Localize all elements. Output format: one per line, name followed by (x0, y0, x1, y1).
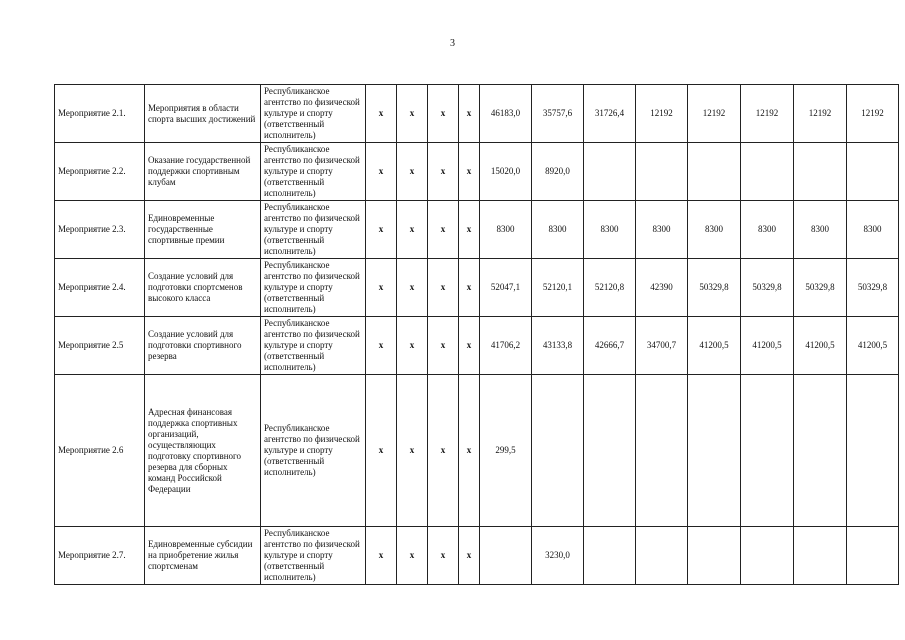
table-row (55, 317, 899, 375)
mark-cell: x (459, 201, 480, 259)
mark-cell: x (366, 527, 397, 585)
funding-value-cell (847, 143, 899, 201)
measure-code-cell: Мероприятие 2.1. (55, 85, 145, 143)
mark-cell: x (397, 201, 428, 259)
funding-value-cell (584, 375, 636, 527)
responsible-executor-cell: Республиканское агентство по физической культуре и спорту (ответственный исполнитель) (261, 375, 366, 527)
mark-cell: x (366, 375, 397, 527)
funding-value-cell: 12192 (688, 85, 741, 143)
funding-value-cell: 8920,0 (532, 143, 584, 201)
funding-value-cell: 299,5 (480, 375, 532, 527)
funding-value-cell: 50329,8 (794, 259, 847, 317)
measure-name-cell: Адресная финансовая поддержка спортивных организаций, осуществляющих подготовку спортивного резерва для сборных команд Российской Федерации (145, 375, 261, 527)
mark-cell: x (459, 317, 480, 375)
measure-name-cell: Создание условий для подготовки спортивного резерва (145, 317, 261, 375)
funding-value-cell (741, 143, 794, 201)
mark-cell: x (397, 259, 428, 317)
measure-code-cell: Мероприятие 2.6 (55, 375, 145, 527)
funding-value-cell (688, 527, 741, 585)
mark-cell: x (366, 85, 397, 143)
funding-value-cell: 41200,5 (688, 317, 741, 375)
funding-value-cell (532, 375, 584, 527)
table-row (55, 201, 899, 259)
table-row (55, 259, 899, 317)
mark-cell: x (366, 317, 397, 375)
funding-value-cell: 12192 (794, 85, 847, 143)
funding-value-cell: 42390 (636, 259, 688, 317)
mark-cell: x (428, 85, 459, 143)
program-measures-table (54, 84, 899, 585)
funding-value-cell: 8300 (532, 201, 584, 259)
mark-cell: x (428, 143, 459, 201)
funding-value-cell: 31726,4 (584, 85, 636, 143)
funding-value-cell: 42666,7 (584, 317, 636, 375)
mark-cell: x (397, 527, 428, 585)
mark-cell: x (459, 375, 480, 527)
funding-value-cell: 52120,8 (584, 259, 636, 317)
funding-value-cell: 41200,5 (847, 317, 899, 375)
mark-cell: x (366, 143, 397, 201)
table-row (55, 375, 899, 527)
funding-value-cell (794, 375, 847, 527)
funding-value-cell: 52047,1 (480, 259, 532, 317)
funding-value-cell: 12192 (636, 85, 688, 143)
funding-value-cell: 46183,0 (480, 85, 532, 143)
funding-value-cell: 50329,8 (688, 259, 741, 317)
funding-value-cell: 8300 (688, 201, 741, 259)
funding-value-cell (847, 375, 899, 527)
funding-value-cell (847, 527, 899, 585)
funding-value-cell: 43133,8 (532, 317, 584, 375)
measure-code-cell: Мероприятие 2.7. (55, 527, 145, 585)
funding-value-cell (794, 527, 847, 585)
responsible-executor-cell: Республиканское агентство по физической культуре и спорту (ответственный исполнитель) (261, 527, 366, 585)
mark-cell: x (459, 143, 480, 201)
mark-cell: x (428, 259, 459, 317)
funding-value-cell: 41200,5 (741, 317, 794, 375)
responsible-executor-cell: Республиканское агентство по физической культуре и спорту (ответственный исполнитель) (261, 143, 366, 201)
mark-cell: x (459, 85, 480, 143)
measure-code-cell: Мероприятие 2.3. (55, 201, 145, 259)
funding-value-cell (741, 375, 794, 527)
table-row (55, 143, 899, 201)
funding-value-cell (636, 527, 688, 585)
funding-value-cell (636, 143, 688, 201)
funding-value-cell: 50329,8 (741, 259, 794, 317)
measure-code-cell: Мероприятие 2.5 (55, 317, 145, 375)
measure-code-cell: Мероприятие 2.2. (55, 143, 145, 201)
funding-value-cell: 12192 (741, 85, 794, 143)
funding-value-cell: 8300 (636, 201, 688, 259)
mark-cell: x (428, 317, 459, 375)
funding-value-cell: 8300 (584, 201, 636, 259)
responsible-executor-cell: Республиканское агентство по физической культуре и спорту (ответственный исполнитель) (261, 201, 366, 259)
funding-value-cell: 8300 (794, 201, 847, 259)
responsible-executor-cell: Республиканское агентство по физической культуре и спорту (ответственный исполнитель) (261, 317, 366, 375)
funding-value-cell (480, 527, 532, 585)
funding-value-cell: 8300 (480, 201, 532, 259)
funding-value-cell: 3230,0 (532, 527, 584, 585)
table-row (55, 527, 899, 585)
funding-value-cell: 8300 (847, 201, 899, 259)
responsible-executor-cell: Республиканское агентство по физической культуре и спорту (ответственный исполнитель) (261, 85, 366, 143)
funding-value-cell (741, 527, 794, 585)
funding-value-cell: 34700,7 (636, 317, 688, 375)
mark-cell: x (459, 259, 480, 317)
measure-name-cell: Оказание государственной поддержки спортивным клубам (145, 143, 261, 201)
measure-name-cell: Единовременные государственные спортивные премии (145, 201, 261, 259)
mark-cell: x (397, 317, 428, 375)
funding-value-cell (584, 527, 636, 585)
funding-value-cell (794, 143, 847, 201)
funding-value-cell (584, 143, 636, 201)
mark-cell: x (397, 143, 428, 201)
mark-cell: x (366, 201, 397, 259)
funding-value-cell (636, 375, 688, 527)
funding-value-cell: 12192 (847, 85, 899, 143)
funding-value-cell: 41200,5 (794, 317, 847, 375)
funding-value-cell (688, 143, 741, 201)
measure-code-cell: Мероприятие 2.4. (55, 259, 145, 317)
responsible-executor-cell: Республиканское агентство по физической культуре и спорту (ответственный исполнитель) (261, 259, 366, 317)
mark-cell: x (428, 527, 459, 585)
mark-cell: x (428, 375, 459, 527)
mark-cell: x (397, 85, 428, 143)
measure-name-cell: Единовременные субсидии на приобретение жилья спортсменам (145, 527, 261, 585)
mark-cell: x (428, 201, 459, 259)
funding-value-cell: 50329,8 (847, 259, 899, 317)
measure-name-cell: Создание условий для подготовки спортсменов высокого класса (145, 259, 261, 317)
mark-cell: x (366, 259, 397, 317)
mark-cell: x (459, 527, 480, 585)
measure-name-cell: Мероприятия в области спорта высших достижений (145, 85, 261, 143)
funding-value-cell: 8300 (741, 201, 794, 259)
funding-value-cell (688, 375, 741, 527)
page-number: 3 (450, 38, 455, 49)
mark-cell: x (397, 375, 428, 527)
funding-value-cell: 41706,2 (480, 317, 532, 375)
funding-value-cell: 15020,0 (480, 143, 532, 201)
funding-value-cell: 52120,1 (532, 259, 584, 317)
funding-value-cell: 35757,6 (532, 85, 584, 143)
table-row (55, 85, 899, 143)
